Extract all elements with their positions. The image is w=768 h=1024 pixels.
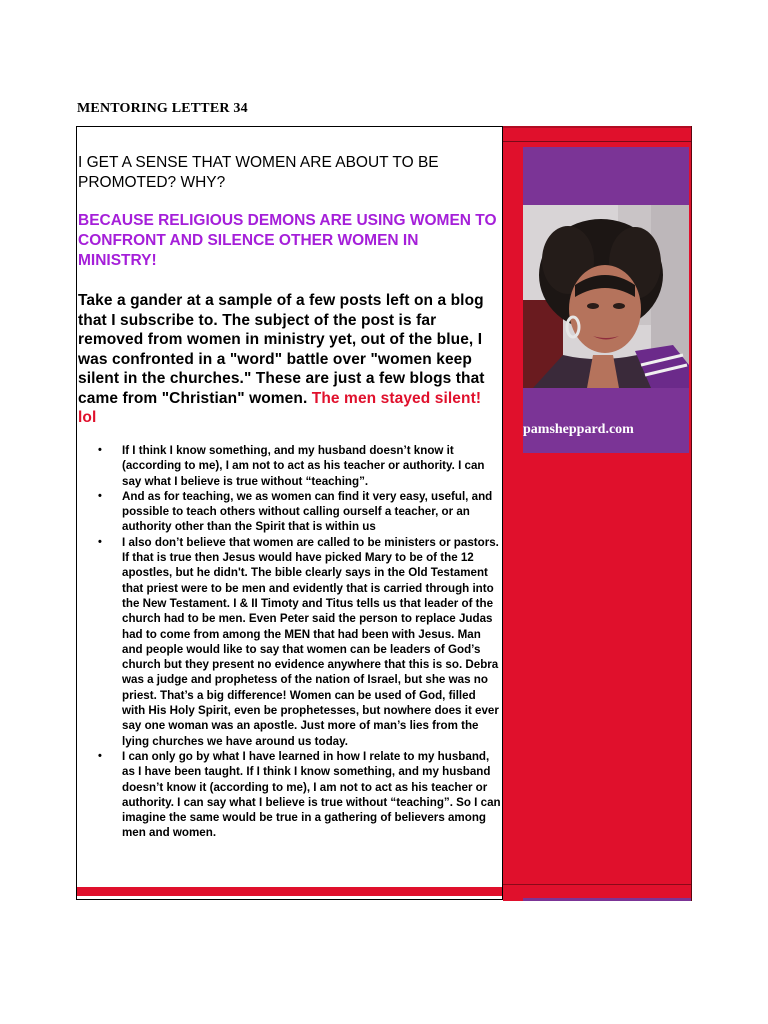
sidebar-purple-header bbox=[523, 147, 689, 205]
sidebar-top-rule bbox=[503, 126, 692, 128]
sidebar-bottom-strip bbox=[503, 884, 692, 896]
website-banner bbox=[523, 388, 689, 453]
sidebar-panel bbox=[503, 126, 692, 901]
website-label: pamsheppard.com bbox=[523, 422, 634, 437]
list-item: • And as for teaching, we as women can find it very easy, useful, and possible to teach others without calling ourself a teacher, or an authority other than the Spirit that is within us bbox=[93, 489, 501, 535]
intro-paragraph bbox=[78, 291, 500, 428]
intro-paragraph-red-text: The men stayed silent! lol bbox=[78, 389, 482, 426]
sidebar-inner-rule bbox=[503, 141, 692, 142]
bottom-accent-bar bbox=[77, 887, 502, 896]
letter-heading: I GET A SENSE THAT WOMEN ARE ABOUT TO BE PROMOTED? WHY? bbox=[78, 154, 439, 191]
list-item: • If I think I know something, and my husband doesn’t know it (according to me), I am not to act as his teacher or authority. I can say what I believe is true without “teaching”. bbox=[93, 443, 501, 489]
sidebar-bottom-purple bbox=[523, 898, 692, 901]
letter-content-box bbox=[76, 126, 503, 900]
list-item: • I also don’t believe that women are called to be ministers or pastors. If that is true then Jesus would have picked Mary to be of the 12 apostles, but he didn't. The bible clearly says in the Old Testament that priest were to be men and evidently that is carried through into the New Testament. I & II Timoty and Titus tells us that leader of the church had to be men. Even Peter said the person to replace Judas had to come from among the MEN that had been with Jesus. Man and people would like to say that women can be leaders of God’s church but they present no evidence anywhere that this is so. Debra was a judge and prophetess of the nation of Israel, but she was no priest. That’s a big difference! Women can be used of God, filled with His Holy Spirit, even be prophetesses, but nowhere does it ever say one woman was an apostle. Just more of man’s lies from the lying churches we have around us today. bbox=[93, 535, 501, 749]
purple-subheading: BECAUSE RELIGIOUS DEMONS ARE USING WOMEN TO CONFRONT AND SILENCE OTHER WOMEN IN MINISTRY! bbox=[78, 212, 497, 269]
document-title: MENTORING LETTER 34 bbox=[77, 101, 248, 116]
sidebar-edge-rule bbox=[691, 126, 692, 901]
list-item: • I can only go by what I have learned in how I relate to my husband, as I have been taught. If I think I know something, and my husband doesn’t know it (according to me), I am not to act as his teacher or authority. I can say what I believe is true without “teaching”. So I can imagine the same would be true in a gathering of believers among men and women. bbox=[93, 749, 501, 841]
intro-paragraph-text: Take a gander at a sample of a few posts left on a blog that I subscribe to. The subject of the post is far removed from women in ministry yet, out of the blue, I was confronted in a "word" battle over "women keep silent in the churches." These are just a few blogs that came from "Christian" women. bbox=[78, 292, 485, 407]
quoted-posts-list bbox=[93, 443, 501, 841]
author-photo bbox=[523, 205, 689, 388]
